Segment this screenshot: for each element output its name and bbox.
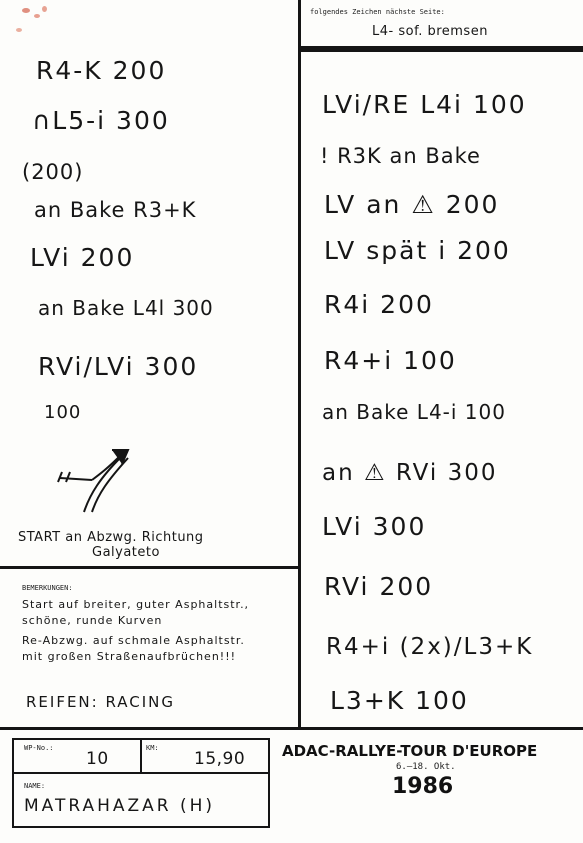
note-right-4: LV spät i 200	[324, 236, 511, 265]
note-right-10: RVi 200	[324, 572, 434, 601]
event-year: 1986	[392, 774, 454, 799]
wp-value: 10	[86, 749, 109, 769]
remarks-label: BEMERKUNGEN:	[22, 584, 73, 592]
note-left-5: LVi 200	[30, 243, 135, 272]
note-right-5: R4i 200	[324, 290, 434, 319]
remark-line-3: Re-Abzwg. auf schmale Asphaltstr.	[22, 634, 245, 647]
next-sign-value: L4- sof. bremsen	[372, 24, 488, 39]
red-stain	[42, 6, 47, 12]
note-left-8: 100	[44, 402, 82, 423]
wp-label: WP-No.:	[24, 744, 54, 752]
note-left-7: RVi/LVi 300	[38, 352, 199, 381]
km-value: 15,90	[194, 749, 246, 769]
wp-km-separator	[140, 738, 142, 774]
note-right-2: ! R3K an Bake	[320, 144, 481, 168]
start-line-1: START an Abzwg. Richtung	[18, 530, 204, 545]
note-right-7: an Bake L4-i 100	[322, 400, 506, 424]
note-left-2: ∩L5-i 300	[32, 106, 170, 135]
note-left-4: an Bake R3+K	[34, 198, 197, 222]
header-divider	[298, 46, 583, 52]
note-left-1: R4-K 200	[36, 56, 167, 85]
note-right-12: L3+K 100	[330, 686, 469, 715]
start-line-2: Galyateto	[92, 545, 160, 560]
red-stain	[22, 8, 30, 13]
note-right-6: R4+i 100	[324, 346, 457, 375]
junction-sketch-icon	[56, 442, 136, 518]
footer-divider	[0, 727, 583, 730]
tire-note: REIFEN: RACING	[26, 693, 176, 711]
km-label: KM:	[146, 744, 159, 752]
name-value: MATRAHAZAR (H)	[24, 796, 216, 816]
next-sign-label: folgendes Zeichen nächste Seite:	[310, 8, 445, 16]
note-right-9: LVi 300	[322, 512, 427, 541]
remark-line-1: Start auf breiter, guter Asphaltstr.,	[22, 598, 250, 611]
note-right-11: R4+i (2x)/L3+K	[326, 634, 534, 660]
note-left-6: an Bake L4l 300	[38, 296, 214, 320]
red-stain	[16, 28, 22, 32]
note-right-3: LV an ⚠ 200	[324, 190, 500, 219]
red-stain	[34, 14, 40, 18]
event-dates: 6.–18. Okt.	[396, 762, 456, 772]
note-right-1: LVi/RE L4i 100	[322, 90, 527, 119]
remark-line-2: schöne, runde Kurven	[22, 614, 163, 627]
note-left-3: (200)	[22, 160, 84, 184]
name-label: NAME:	[24, 782, 46, 790]
remarks-divider	[0, 566, 300, 569]
event-title: ADAC-RALLYE-TOUR D'EUROPE	[282, 742, 538, 760]
remark-line-4: mit großen Straßenaufbrüchen!!!	[22, 650, 237, 663]
vertical-divider	[298, 0, 301, 728]
note-right-8: an ⚠ RVi 300	[322, 460, 498, 486]
